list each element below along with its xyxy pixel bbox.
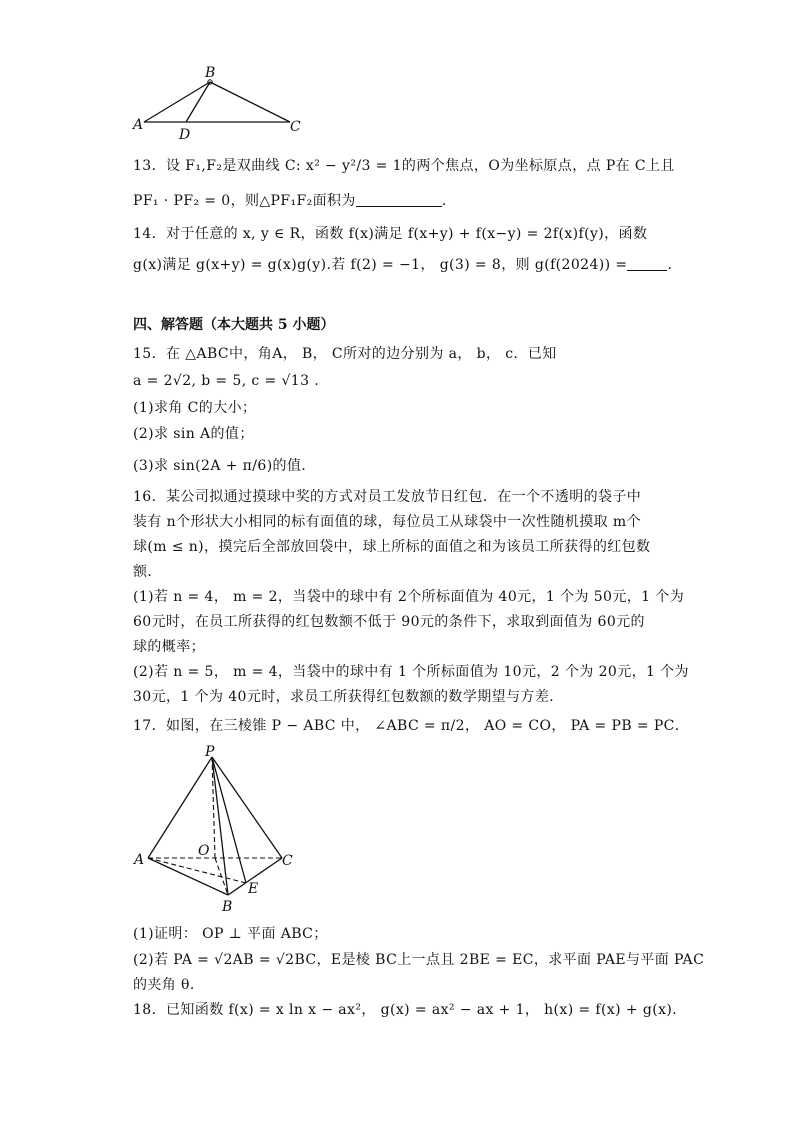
q17-line2: (1)证明： OP ⊥ 平面 ABC； [133, 926, 328, 942]
q16-line6: 60元时，在员工所获得的红包数额不低于 90元的条件下，求取到面值为 60元的 [133, 614, 645, 630]
q13-line1: 13．设 F₁,F₂是双曲线 C: x² − y²/3 = 1的两个焦点，O为坐标原点，点 P在 C上且 [133, 158, 675, 174]
q16-line1: 16．某公司拟通过摸球中奖的方式对员工发放节日红包．在一个不透明的袋子中 [133, 489, 642, 505]
q14-line1: 14．对于任意的 x, y ∈ R，函数 f(x)满足 f(x+y) + f(x−y) = 2f(x)f(y)，函数 [133, 226, 648, 242]
answer-blank [356, 192, 442, 207]
q16-line2: 装有 n个形状大小相同的标有面值的球，每位员工从球袋中一次性随机摸取 m个 [133, 514, 641, 530]
q13-line2 [133, 191, 447, 211]
q13-line2-text: PF₁ · PF₂ = 0，则△PF₁F₂面积为 [133, 193, 356, 209]
q15-line3: (1)求角 C的大小； [133, 400, 257, 416]
label-A2: A [134, 852, 145, 868]
label-B2: B [222, 899, 233, 915]
q17-line1: 17．如图，在三棱锥 P − ABC 中， ∠ABC = π/2， AO = CO， PA = PB = PC． [133, 718, 690, 734]
triangle-figure [130, 62, 310, 142]
label-C2: C [282, 853, 293, 869]
answer-blank [627, 256, 667, 271]
q17-line4: 的夹角 θ． [133, 977, 205, 993]
label-P: P [205, 745, 215, 760]
q18-line1: 18．已知函数 f(x) = x ln x − ax²， g(x) = ax² − ax + 1， h(x) = f(x) + g(x)． [133, 1002, 687, 1018]
q13-line2-end: . [441, 193, 447, 209]
label-B: B [205, 65, 216, 81]
q14-line2-end: . [667, 257, 673, 273]
q15-line2: a = 2√2, b = 5, c = √13 . [133, 373, 320, 389]
q16-line8: (2)若 n = 5， m = 4，当袋中的球中有 1 个所标面值为 10元，2 个为 20元，1 个为 [133, 664, 689, 680]
q14-line2 [133, 255, 672, 275]
q16-line3: 球(m ≤ n)，摸完后全部放回袋中，球上所标的面值之和为该员工所获得的红包数 [133, 539, 651, 555]
label-A: A [133, 117, 144, 133]
tetrahedron-figure [130, 745, 310, 915]
q17-line3: (2)若 PA = √2AB = √2BC，E是棱 BC上一点且 2BE = EC，求平面 PAE与平面 PAC [133, 952, 705, 968]
q15-line5: (3)求 sin(2A + π/6)的值． [133, 458, 316, 474]
label-C: C [290, 119, 301, 135]
q16-line4: 额． [133, 564, 162, 580]
label-O: O [198, 843, 210, 859]
q16-line9: 30元，1 个为 40元时，求员工所获得红包数额的数学期望与方差． [133, 689, 564, 705]
q15-line1: 15．在 △ABC中，角A， B， C所对的边分别为 a， b， c．已知 [133, 346, 557, 362]
q15-line4: (2)求 sin A的值； [133, 426, 254, 442]
q16-line5: (1)若 n = 4， m = 2，当袋中的球中有 2个所标面值为 40元，1 个为 50元，1 个为 [133, 589, 685, 605]
q14-line2-text: g(x)满足 g(x+y) = g(x)g(y).若 f(2) = −1， g(3) = 8，则 g(f(2024)) = [133, 257, 628, 273]
label-D: D [179, 127, 191, 142]
q16-line7: 球的概率； [133, 639, 205, 655]
label-E: E [248, 881, 259, 897]
section-title: 四、解答题（本大题共 5 小题） [133, 317, 335, 333]
